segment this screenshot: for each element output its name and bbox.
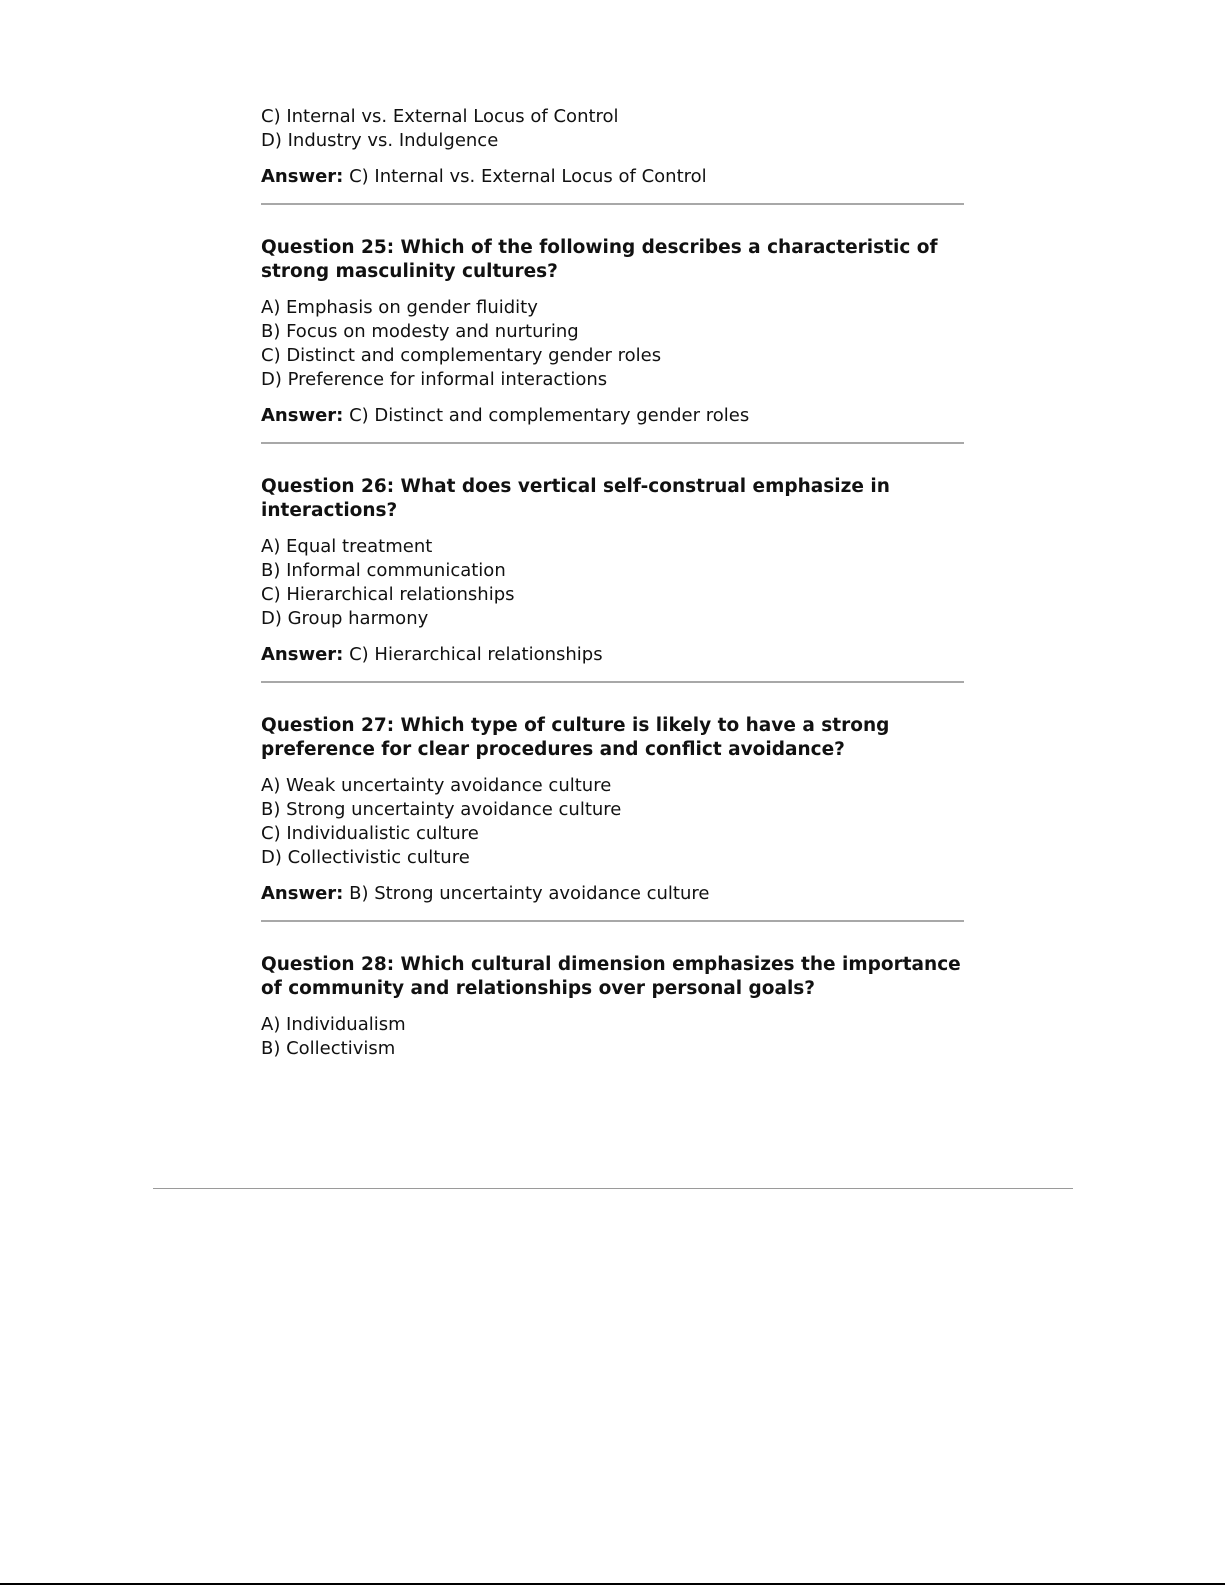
question-title: Question 26: What does vertical self-construal emphasize in interactions? (261, 476, 890, 521)
question-title: Question 25: Which of the following describes a characteristic of strong masculinity cultures? (261, 237, 938, 282)
answer-line (261, 643, 964, 667)
answer-label: Answer: (261, 644, 344, 665)
question-separator (261, 920, 964, 922)
question-title: Question 28: Which cultural dimension emphasizes the importance of community and relationships over personal goals? (261, 954, 961, 999)
question-27 (261, 714, 964, 922)
answer-line (261, 165, 964, 189)
option-c: C) Individualistic culture (261, 823, 479, 844)
question-28 (261, 953, 964, 1061)
question-26 (261, 475, 964, 683)
answer-text: B) Strong uncertainty avoidance culture (349, 883, 710, 904)
question-25 (261, 236, 964, 444)
option-b: B) Collectivism (261, 1038, 396, 1059)
question-separator (261, 681, 964, 683)
option-c: C) Distinct and complementary gender roles (261, 345, 662, 366)
answer-line (261, 882, 964, 906)
answer-text: C) Distinct and complementary gender roles (349, 405, 750, 426)
answer-label: Answer: (261, 166, 344, 187)
option-d: D) Industry vs. Indulgence (261, 130, 499, 151)
option-b: B) Strong uncertainty avoidance culture (261, 799, 622, 820)
answer-label: Answer: (261, 883, 344, 904)
question-title: Question 27: Which type of culture is likely to have a strong preference for clear procedures and conflict avoidance? (261, 715, 890, 760)
page-footer-divider (153, 1188, 1073, 1189)
option-d: D) Group harmony (261, 608, 429, 629)
option-c: C) Internal vs. External Locus of Control (261, 106, 619, 127)
question-separator (261, 442, 964, 444)
option-c: C) Hierarchical relationships (261, 584, 515, 605)
option-d: D) Preference for informal interactions (261, 369, 608, 390)
answer-line (261, 404, 964, 428)
option-b: B) Focus on modesty and nurturing (261, 321, 579, 342)
option-a: A) Equal treatment (261, 536, 433, 557)
question-24-continuation (261, 105, 964, 205)
answer-label: Answer: (261, 405, 344, 426)
question-separator (261, 203, 964, 205)
option-a: A) Emphasis on gender fluidity (261, 297, 538, 318)
quiz-page (261, 105, 964, 1061)
answer-text: C) Hierarchical relationships (349, 644, 603, 665)
option-b: B) Informal communication (261, 560, 506, 581)
answer-text: C) Internal vs. External Locus of Control (349, 166, 707, 187)
option-a: A) Individualism (261, 1014, 406, 1035)
option-d: D) Collectivistic culture (261, 847, 470, 868)
option-a: A) Weak uncertainty avoidance culture (261, 775, 612, 796)
